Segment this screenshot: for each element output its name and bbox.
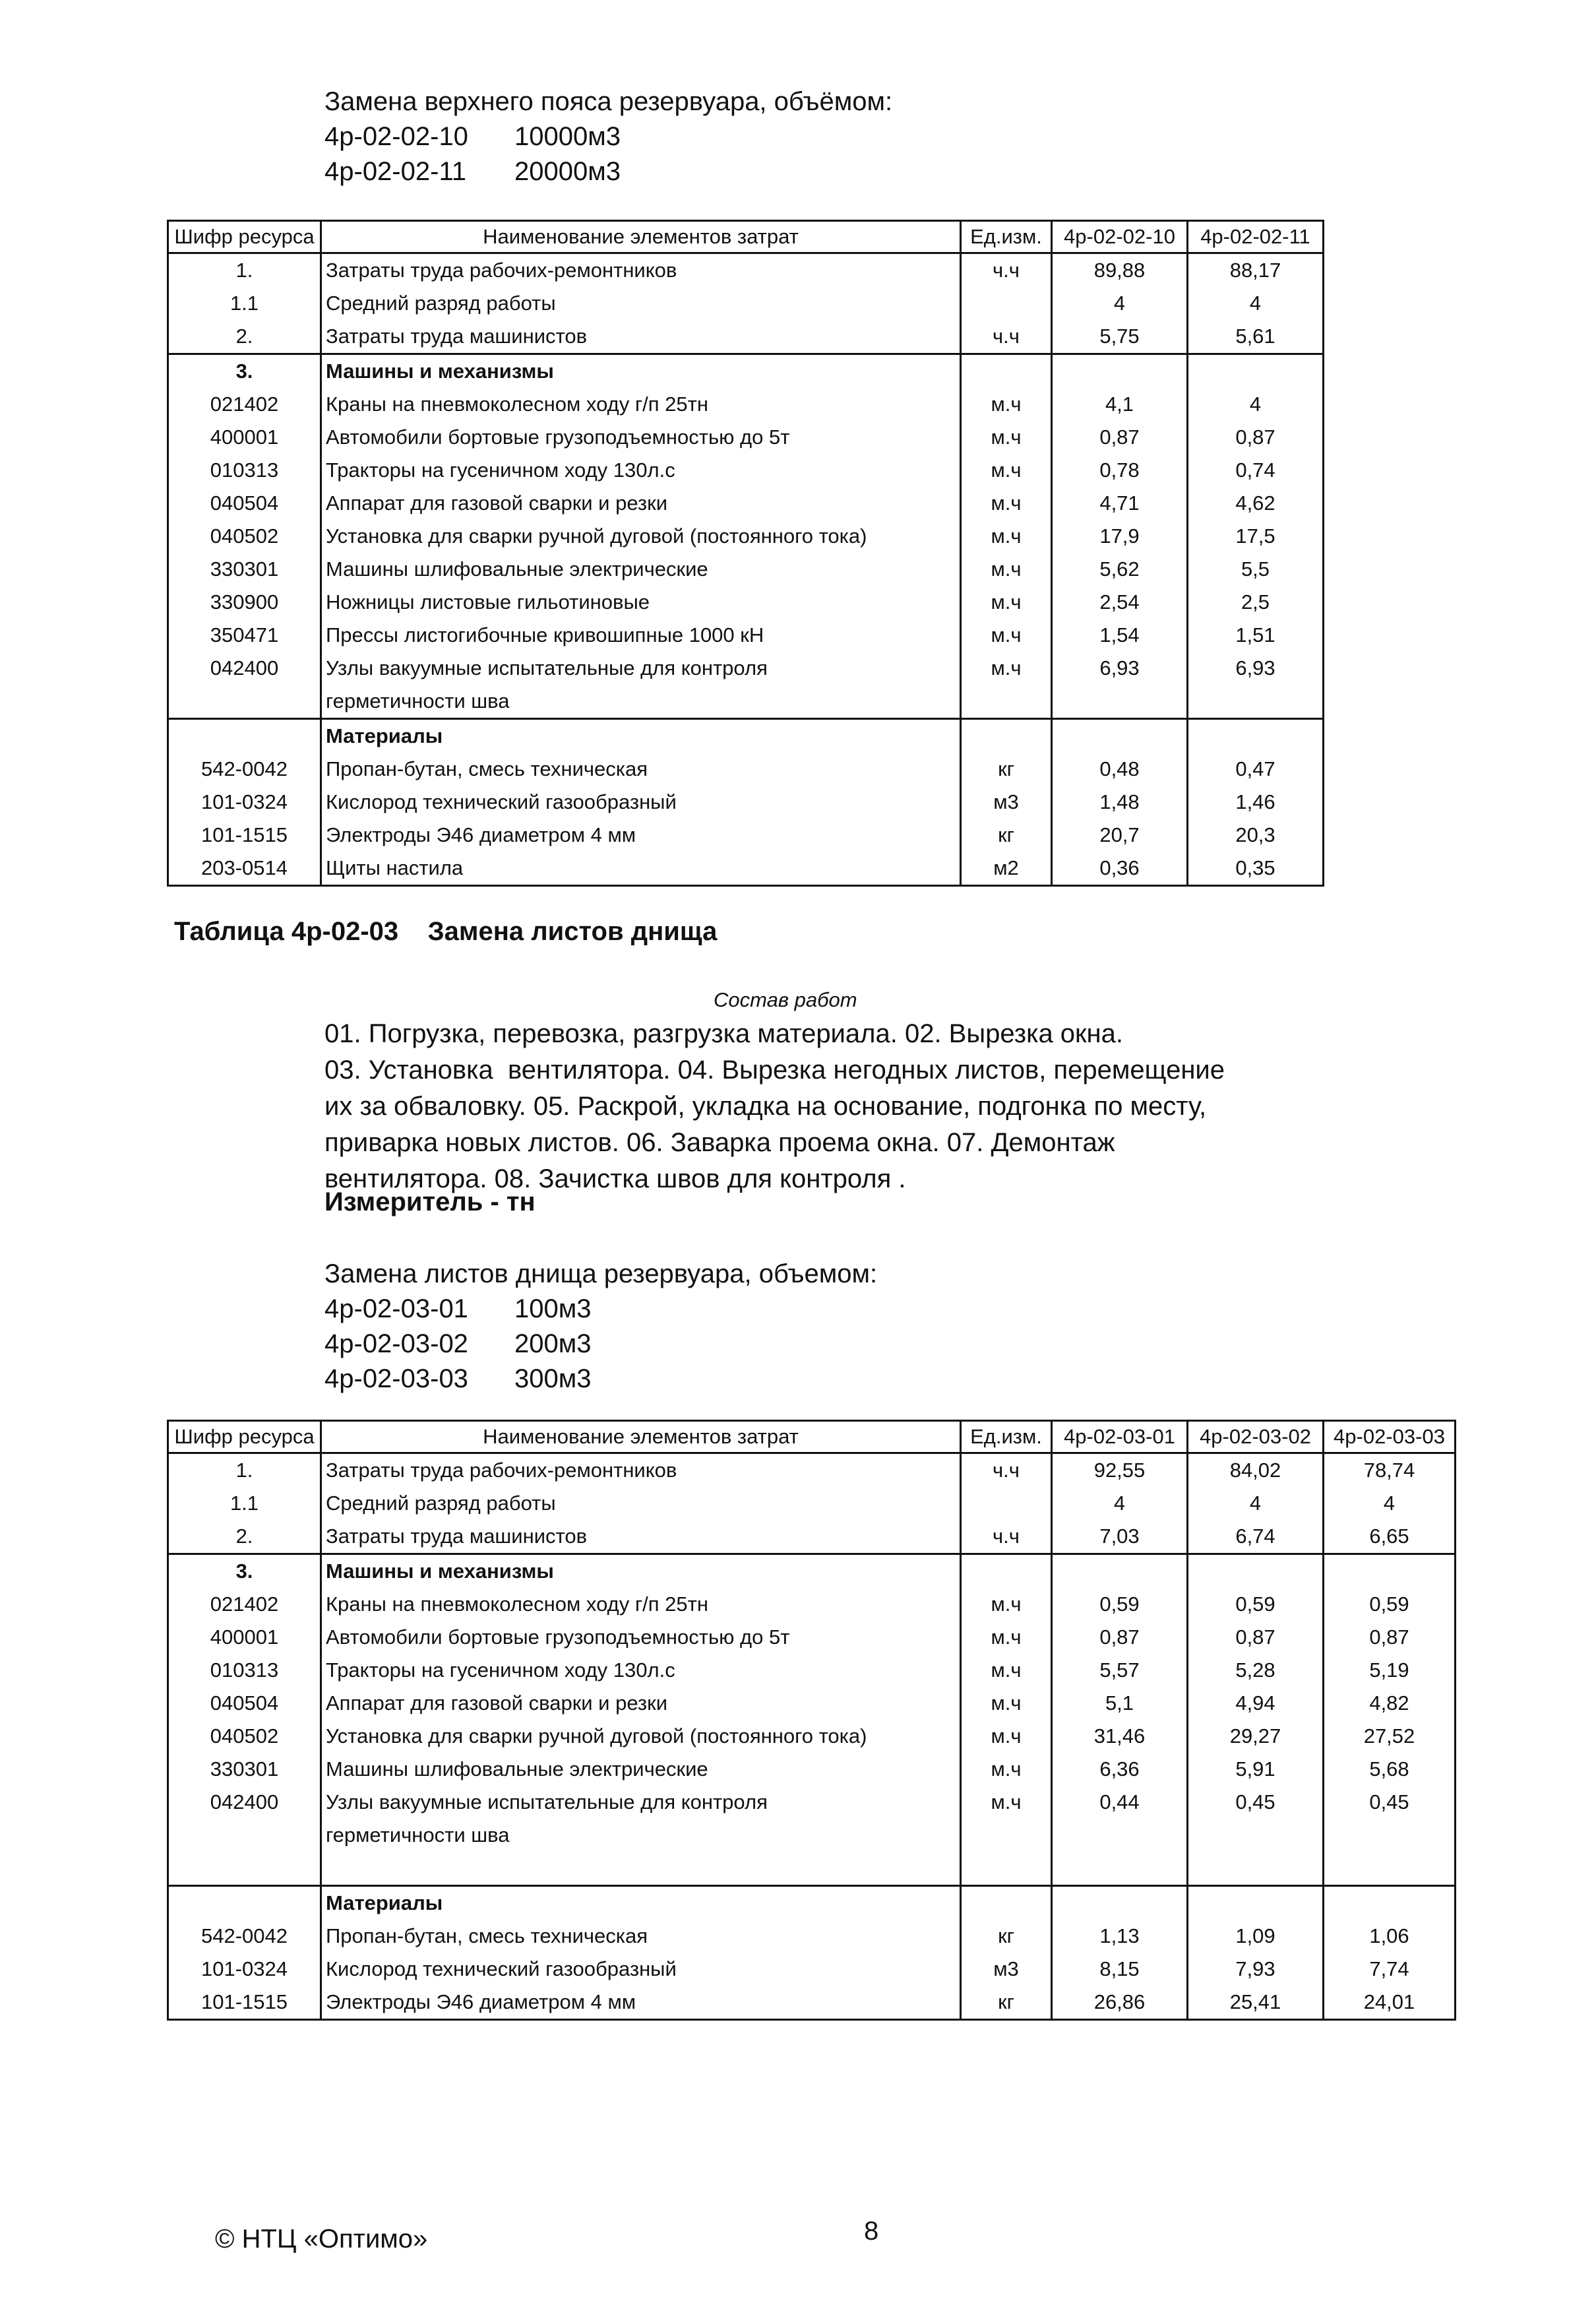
cell-value: 29,27 bbox=[1188, 1720, 1324, 1753]
cell-code: 040502 bbox=[168, 520, 321, 553]
cell-name: Затраты труда машинистов bbox=[321, 320, 961, 354]
cell-code: 010313 bbox=[168, 454, 321, 487]
cell-value: 0,45 bbox=[1188, 1786, 1324, 1886]
cell-value: 89,88 bbox=[1052, 253, 1188, 288]
cell-unit: кг bbox=[961, 1986, 1052, 2020]
cell-value: 0,59 bbox=[1188, 1588, 1324, 1621]
composition-line: приварка новых листов. 06. Заварка проема окна. 07. Демонтаж bbox=[324, 1128, 1115, 1157]
cell-name: Затраты труда рабочих-ремонтников bbox=[321, 1453, 961, 1488]
cell-unit: м.ч bbox=[961, 1720, 1052, 1753]
cell-value: 5,68 bbox=[1324, 1753, 1456, 1786]
table-row bbox=[168, 421, 1324, 454]
table-row bbox=[168, 287, 1324, 320]
cell-value: 4 bbox=[1324, 1487, 1456, 1520]
cell-value: 20,3 bbox=[1188, 819, 1324, 852]
cell-name: Кислород технический газообразный bbox=[321, 1953, 961, 1986]
table-row bbox=[168, 1786, 1456, 1886]
cell-name: Автомобили бортовые грузоподъемностью до 5т bbox=[321, 1621, 961, 1654]
table-row bbox=[168, 652, 1324, 719]
cell-unit: м.ч bbox=[961, 586, 1052, 619]
cell-name bbox=[321, 1786, 961, 1886]
cell-value: 0,44 bbox=[1052, 1786, 1188, 1886]
cell-code: 1. bbox=[168, 1453, 321, 1488]
cell-code: 2. bbox=[168, 1520, 321, 1554]
cell-value: 4,82 bbox=[1324, 1687, 1456, 1720]
table-row bbox=[168, 786, 1324, 819]
table-row bbox=[168, 852, 1324, 886]
cell-value: 4 bbox=[1188, 1487, 1324, 1520]
cell-unit: м.ч bbox=[961, 1687, 1052, 1720]
cell-unit: ч.ч bbox=[961, 320, 1052, 354]
cell-code: 042400 bbox=[168, 1786, 321, 1886]
cell-value: 1,06 bbox=[1324, 1920, 1456, 1953]
cell-code: 101-1515 bbox=[168, 819, 321, 852]
table-row bbox=[168, 454, 1324, 487]
work-volume: 300м3 bbox=[514, 1364, 592, 1393]
header-cell: Наименование элементов затрат bbox=[321, 1421, 961, 1453]
composition-text bbox=[324, 1016, 1314, 1197]
cell-name: Тракторы на гусеничном ходу 130л.с bbox=[321, 1654, 961, 1687]
cell-unit: м3 bbox=[961, 1953, 1052, 1986]
cell-name: Средний разряд работы bbox=[321, 1487, 961, 1520]
cell-code: 021402 bbox=[168, 1588, 321, 1621]
cell-code: 101-0324 bbox=[168, 786, 321, 819]
table-row bbox=[168, 1453, 1456, 1488]
cell-name: Машины шлифовальные электрические bbox=[321, 1753, 961, 1786]
header-cell: Ед.изм. bbox=[961, 1421, 1052, 1453]
cell-unit: м.ч bbox=[961, 1621, 1052, 1654]
header-cell: Шифр ресурса bbox=[168, 221, 321, 253]
cell-unit: м.ч bbox=[961, 553, 1052, 586]
cell-value: 4,94 bbox=[1188, 1687, 1324, 1720]
cell-value: 5,75 bbox=[1052, 320, 1188, 354]
section-title: Машины и механизмы bbox=[321, 354, 961, 389]
section-title: Материалы bbox=[321, 1886, 961, 1920]
table-title: Таблица 4р-02-03 Замена листов днища bbox=[174, 917, 718, 946]
header-cell: 4р-02-03-02 bbox=[1188, 1421, 1324, 1453]
resource-table-2 bbox=[167, 1420, 1456, 2021]
table-row bbox=[168, 388, 1324, 421]
cell-value: 1,13 bbox=[1052, 1920, 1188, 1953]
cell-name: Тракторы на гусеничном ходу 130л.с bbox=[321, 454, 961, 487]
composition-title: Состав работ bbox=[714, 988, 857, 1011]
cell-value: 20,7 bbox=[1052, 819, 1188, 852]
cell-value: 2,54 bbox=[1052, 586, 1188, 619]
cell-value: 88,17 bbox=[1188, 253, 1324, 288]
cell-value: 31,46 bbox=[1052, 1720, 1188, 1753]
cell-value: 0,45 bbox=[1324, 1786, 1456, 1886]
cell-value: 8,15 bbox=[1052, 1953, 1188, 1986]
cell-value: 0,48 bbox=[1052, 753, 1188, 786]
table-row bbox=[168, 619, 1324, 652]
table-row bbox=[168, 253, 1324, 288]
cell-name: Аппарат для газовой сварки и резки bbox=[321, 1687, 961, 1720]
cell-code: 1. bbox=[168, 253, 321, 288]
work-code: 4р-02-03-01 bbox=[324, 1294, 468, 1323]
cell-value: 27,52 bbox=[1324, 1720, 1456, 1753]
table-row bbox=[168, 1654, 1456, 1687]
cell-code: 021402 bbox=[168, 388, 321, 421]
cell-value: 5,91 bbox=[1188, 1753, 1324, 1786]
cell-name: Краны на пневмоколесном ходу г/п 25тн bbox=[321, 1588, 961, 1621]
work-volume: 100м3 bbox=[514, 1294, 592, 1323]
cell-value: 1,51 bbox=[1188, 619, 1324, 652]
second-section-heading: Замена листов днища резервуара, объемом: bbox=[324, 1259, 878, 1288]
cell-unit: кг bbox=[961, 819, 1052, 852]
cell-value: 0,87 bbox=[1052, 421, 1188, 454]
section-header-row bbox=[168, 719, 1324, 753]
table-row bbox=[168, 753, 1324, 786]
cell-name: Установка для сварки ручной дуговой (постоянного тока) bbox=[321, 520, 961, 553]
cell-code: 040502 bbox=[168, 1720, 321, 1753]
cell-name: Средний разряд работы bbox=[321, 287, 961, 320]
cell-name: Установка для сварки ручной дуговой (постоянного тока) bbox=[321, 1720, 961, 1753]
cell-code: 542-0042 bbox=[168, 1920, 321, 1953]
cell-code: 010313 bbox=[168, 1654, 321, 1687]
cell-unit: м.ч bbox=[961, 421, 1052, 454]
table-row bbox=[168, 320, 1324, 354]
cell-code: 330301 bbox=[168, 553, 321, 586]
cell-name: Краны на пневмоколесном ходу г/п 25тн bbox=[321, 388, 961, 421]
resource-table-1 bbox=[167, 220, 1324, 887]
cell-value: 5,19 bbox=[1324, 1654, 1456, 1687]
cell-value: 0,36 bbox=[1052, 852, 1188, 886]
cell-value: 4,71 bbox=[1052, 487, 1188, 520]
cell-value: 0,59 bbox=[1324, 1588, 1456, 1621]
page-number: 8 bbox=[864, 2217, 879, 2246]
cell-unit bbox=[961, 287, 1052, 320]
table-header-row bbox=[168, 1421, 1456, 1453]
header-cell: 4р-02-03-01 bbox=[1052, 1421, 1188, 1453]
cell-value: 7,74 bbox=[1324, 1953, 1456, 1986]
table-row bbox=[168, 819, 1324, 852]
cell-unit: м.ч bbox=[961, 1588, 1052, 1621]
section-title: Материалы bbox=[321, 719, 961, 753]
measurer: Измеритель - тн bbox=[324, 1187, 536, 1216]
header-cell: 4р-02-03-03 bbox=[1324, 1421, 1456, 1453]
cell-name: Машины шлифовальные электрические bbox=[321, 553, 961, 586]
cell-code: 101-1515 bbox=[168, 1986, 321, 2020]
cell-value: 7,03 bbox=[1052, 1520, 1188, 1554]
cell-name: Затраты труда машинистов bbox=[321, 1520, 961, 1554]
cell-value: 5,61 bbox=[1188, 320, 1324, 354]
composition-line: 03. Установка вентилятора. 04. Вырезка негодных листов, перемещение bbox=[324, 1055, 1225, 1085]
table-row bbox=[168, 1520, 1456, 1554]
cell-code: 350471 bbox=[168, 619, 321, 652]
cell-value: 5,28 bbox=[1188, 1654, 1324, 1687]
cell-value: 17,5 bbox=[1188, 520, 1324, 553]
header-cell: 4р-02-02-10 bbox=[1052, 221, 1188, 253]
footer-copyright: © НТЦ «Оптимо» bbox=[215, 2224, 428, 2253]
cell-unit: м3 bbox=[961, 786, 1052, 819]
cell-value: 6,93 bbox=[1052, 652, 1188, 719]
cell-name bbox=[321, 652, 961, 719]
cell-code: 542-0042 bbox=[168, 753, 321, 786]
second-section-heading-block bbox=[324, 1257, 877, 1397]
table-row bbox=[168, 1720, 1456, 1753]
table-row bbox=[168, 1753, 1456, 1786]
section-header-row bbox=[168, 1886, 1456, 1920]
cell-name: Электроды Э46 диаметром 4 мм bbox=[321, 1986, 961, 2020]
cell-value: 4,1 bbox=[1052, 388, 1188, 421]
cell-value: 26,86 bbox=[1052, 1986, 1188, 2020]
cell-name-line: Узлы вакуумные испытательные для контроля bbox=[326, 1790, 768, 1813]
cell-value: 0,59 bbox=[1052, 1588, 1188, 1621]
cell-unit: м.ч bbox=[961, 487, 1052, 520]
table-row bbox=[168, 1621, 1456, 1654]
cell-value: 1,46 bbox=[1188, 786, 1324, 819]
cell-value: 4 bbox=[1052, 287, 1188, 320]
header-cell: Ед.изм. bbox=[961, 221, 1052, 253]
cell-value: 0,87 bbox=[1324, 1621, 1456, 1654]
cell-unit: кг bbox=[961, 1920, 1052, 1953]
table-row bbox=[168, 553, 1324, 586]
cell-code: 330301 bbox=[168, 1753, 321, 1786]
cell-name: Затраты труда рабочих-ремонтников bbox=[321, 253, 961, 288]
cell-value: 6,65 bbox=[1324, 1520, 1456, 1554]
cell-value: 92,55 bbox=[1052, 1453, 1188, 1488]
cell-unit: м.ч bbox=[961, 454, 1052, 487]
cell-name: Электроды Э46 диаметром 4 мм bbox=[321, 819, 961, 852]
cell-value: 1,54 bbox=[1052, 619, 1188, 652]
cell-value: 0,87 bbox=[1188, 1621, 1324, 1654]
table-row bbox=[168, 1487, 1456, 1520]
cell-code: 101-0324 bbox=[168, 1953, 321, 1986]
cell-code: 1.1 bbox=[168, 1487, 321, 1520]
cell-code: 042400 bbox=[168, 652, 321, 719]
header-cell: Шифр ресурса bbox=[168, 1421, 321, 1453]
cell-value: 4 bbox=[1188, 388, 1324, 421]
cell-value: 78,74 bbox=[1324, 1453, 1456, 1488]
table-row bbox=[168, 1920, 1456, 1953]
cell-value: 2,5 bbox=[1188, 586, 1324, 619]
cell-unit: м.ч bbox=[961, 520, 1052, 553]
section-header-row bbox=[168, 354, 1324, 389]
table-row bbox=[168, 1588, 1456, 1621]
cell-value: 5,5 bbox=[1188, 553, 1324, 586]
cell-value: 4 bbox=[1188, 287, 1324, 320]
cell-value: 6,36 bbox=[1052, 1753, 1188, 1786]
cell-value: 0,47 bbox=[1188, 753, 1324, 786]
top-section-row bbox=[324, 154, 892, 189]
cell-unit: ч.ч bbox=[961, 1520, 1052, 1554]
section-header-row bbox=[168, 1554, 1456, 1589]
table-row bbox=[168, 586, 1324, 619]
cell-value: 6,93 bbox=[1188, 652, 1324, 719]
table-row bbox=[168, 1986, 1456, 2020]
cell-value: 5,62 bbox=[1052, 553, 1188, 586]
cell-value: 1,48 bbox=[1052, 786, 1188, 819]
cell-value: 0,78 bbox=[1052, 454, 1188, 487]
cell-value: 5,57 bbox=[1052, 1654, 1188, 1687]
section-title: Машины и механизмы bbox=[321, 1554, 961, 1589]
cell-value: 0,87 bbox=[1188, 421, 1324, 454]
cell-code: 040504 bbox=[168, 1687, 321, 1720]
cell-value: 0,87 bbox=[1052, 1621, 1188, 1654]
table-row bbox=[168, 1953, 1456, 1986]
cell-code: 203-0514 bbox=[168, 852, 321, 886]
cell-value: 5,1 bbox=[1052, 1687, 1188, 1720]
cell-name: Пропан-бутан, смесь техническая bbox=[321, 753, 961, 786]
cell-unit bbox=[961, 1487, 1052, 1520]
cell-value: 17,9 bbox=[1052, 520, 1188, 553]
cell-name-line: герметичности шва bbox=[326, 1823, 510, 1846]
work-volume: 200м3 bbox=[514, 1329, 592, 1358]
cell-name: Пропан-бутан, смесь техническая bbox=[321, 1920, 961, 1953]
cell-code: 3. bbox=[168, 1554, 321, 1589]
cell-name: Прессы листогибочные кривошипные 1000 кН bbox=[321, 619, 961, 652]
composition-line: 01. Погрузка, перевозка, разгрузка материала. 02. Вырезка окна. bbox=[324, 1019, 1123, 1048]
cell-unit: м.ч bbox=[961, 1753, 1052, 1786]
composition-line: вентилятора. 08. Зачистка швов для контроля . bbox=[324, 1164, 906, 1193]
second-section-row bbox=[324, 1362, 877, 1397]
work-volume: 20000м3 bbox=[514, 157, 621, 186]
cell-code: 330900 bbox=[168, 586, 321, 619]
cell-value: 4,62 bbox=[1188, 487, 1324, 520]
cell-code: 3. bbox=[168, 354, 321, 389]
cell-code: 400001 bbox=[168, 1621, 321, 1654]
cell-value: 24,01 bbox=[1324, 1986, 1456, 2020]
cell-name: Кислород технический газообразный bbox=[321, 786, 961, 819]
cell-unit: м.ч bbox=[961, 1786, 1052, 1886]
second-section-row bbox=[324, 1327, 877, 1362]
cell-code: 040504 bbox=[168, 487, 321, 520]
cell-name: Аппарат для газовой сварки и резки bbox=[321, 487, 961, 520]
cell-code: 1.1 bbox=[168, 287, 321, 320]
work-volume: 10000м3 bbox=[514, 122, 621, 151]
cell-code: 400001 bbox=[168, 421, 321, 454]
cell-value: 1,09 bbox=[1188, 1920, 1324, 1953]
cell-unit: м.ч bbox=[961, 388, 1052, 421]
work-code: 4р-02-02-10 bbox=[324, 122, 468, 151]
cell-value: 7,93 bbox=[1188, 1953, 1324, 1986]
cell-value: 84,02 bbox=[1188, 1453, 1324, 1488]
cell-unit: кг bbox=[961, 753, 1052, 786]
cell-unit: ч.ч bbox=[961, 1453, 1052, 1488]
work-code: 4р-02-02-11 bbox=[324, 157, 466, 186]
cell-name-line: герметичности шва bbox=[326, 689, 510, 712]
work-code: 4р-02-03-02 bbox=[324, 1329, 468, 1358]
work-code: 4р-02-03-03 bbox=[324, 1364, 468, 1393]
cell-name-line: Узлы вакуумные испытательные для контроля bbox=[326, 656, 768, 679]
table-row bbox=[168, 520, 1324, 553]
cell-code: 2. bbox=[168, 320, 321, 354]
table-row bbox=[168, 1687, 1456, 1720]
composition-line: их за обваловку. 05. Раскрой, укладка на основание, подгонка по месту, bbox=[324, 1092, 1207, 1121]
cell-unit: м.ч bbox=[961, 619, 1052, 652]
cell-name: Щиты настила bbox=[321, 852, 961, 886]
second-section-row bbox=[324, 1292, 877, 1327]
top-section-heading: Замена верхнего пояса резервуара, объёмом: bbox=[324, 87, 893, 116]
cell-value: 0,74 bbox=[1188, 454, 1324, 487]
table-header-row bbox=[168, 221, 1324, 253]
cell-name: Автомобили бортовые грузоподъемностью до 5т bbox=[321, 421, 961, 454]
cell-value: 6,74 bbox=[1188, 1520, 1324, 1554]
cell-unit: м.ч bbox=[961, 652, 1052, 719]
cell-value: 4 bbox=[1052, 1487, 1188, 1520]
cell-name: Ножницы листовые гильотиновые bbox=[321, 586, 961, 619]
cell-unit: ч.ч bbox=[961, 253, 1052, 288]
cell-value: 0,35 bbox=[1188, 852, 1324, 886]
cell-unit: м.ч bbox=[961, 1654, 1052, 1687]
cell-unit: м2 bbox=[961, 852, 1052, 886]
header-cell: 4р-02-02-11 bbox=[1188, 221, 1324, 253]
table-row bbox=[168, 487, 1324, 520]
header-cell: Наименование элементов затрат bbox=[321, 221, 961, 253]
top-section-row bbox=[324, 119, 892, 154]
top-section-heading-block bbox=[324, 84, 892, 189]
cell-value: 25,41 bbox=[1188, 1986, 1324, 2020]
